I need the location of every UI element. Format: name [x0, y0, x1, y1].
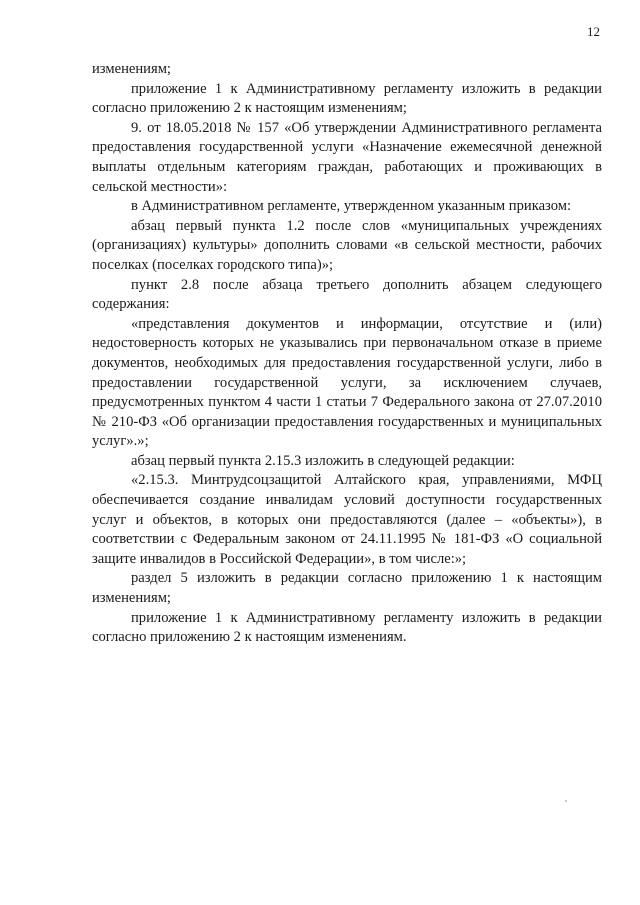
- page-number: 12: [587, 24, 600, 39]
- paragraph: изменениям;: [92, 61, 171, 77]
- paragraph: приложение 1 к Административному регламенту изложить в редакции согласно приложению 2 к настоящим изменениям;: [92, 80, 602, 117]
- scan-speck: [565, 800, 567, 802]
- paragraph: «2.15.3. Минтрудсоцзащитой Алтайского края, управлениями, МФЦ обеспечивается создание инвалидам условий доступности государственных услуг и объектов, в которых они предоставляются (далее – «объекты»), в соответствии с Федеральным законом от 24.11.1995 № 181-ФЗ «О социальной защите инвалидов в Российской Федерации», в том числе:»;: [92, 472, 602, 567]
- paragraph: приложение 1 к Административному регламенту изложить в редакции согласно приложению 2 к настоящим изменениям.: [92, 609, 602, 646]
- paragraph: раздел 5 изложить в редакции согласно приложению 1 к настоящим изменениям;: [92, 570, 602, 607]
- paragraph: в Административном регламенте, утвержденном указанным приказом:: [131, 198, 572, 215]
- paragraph: пункт 2.8 после абзаца третьего дополнить абзацем следующего содержания:: [92, 276, 602, 313]
- paragraph: 9. от 18.05.2018 № 157 «Об утверждении Административного регламента предоставления государственной услуги «Назначение ежемесячной денежной выплаты отдельным категориям граждан, работающих и проживающих в сельской местности»:: [92, 119, 602, 195]
- document-body: [92, 60, 602, 648]
- paragraph: абзац первый пункта 1.2 после слов «муниципальных учреждениях (организациях) культуры» дополнить словами «в сельской местности, рабочих поселках (поселках городского типа)»;: [92, 217, 602, 273]
- paragraph: «представления документов и информации, отсутствие и (или) недостоверность которых не указывались при первоначальном отказе в приеме документов, необходимых для предоставления государственной услуги, либо в предоставлении государственной услуги, за исключением случаев, предусмотренных пунктом 4 части 1 статьи 7 Федерального закона от 27.07.2010 № 210-ФЗ «Об организации предоставления государственных и муниципальных услуг».»;: [92, 315, 602, 450]
- paragraph: абзац первый пункта 2.15.3 изложить в следующей редакции:: [131, 452, 515, 469]
